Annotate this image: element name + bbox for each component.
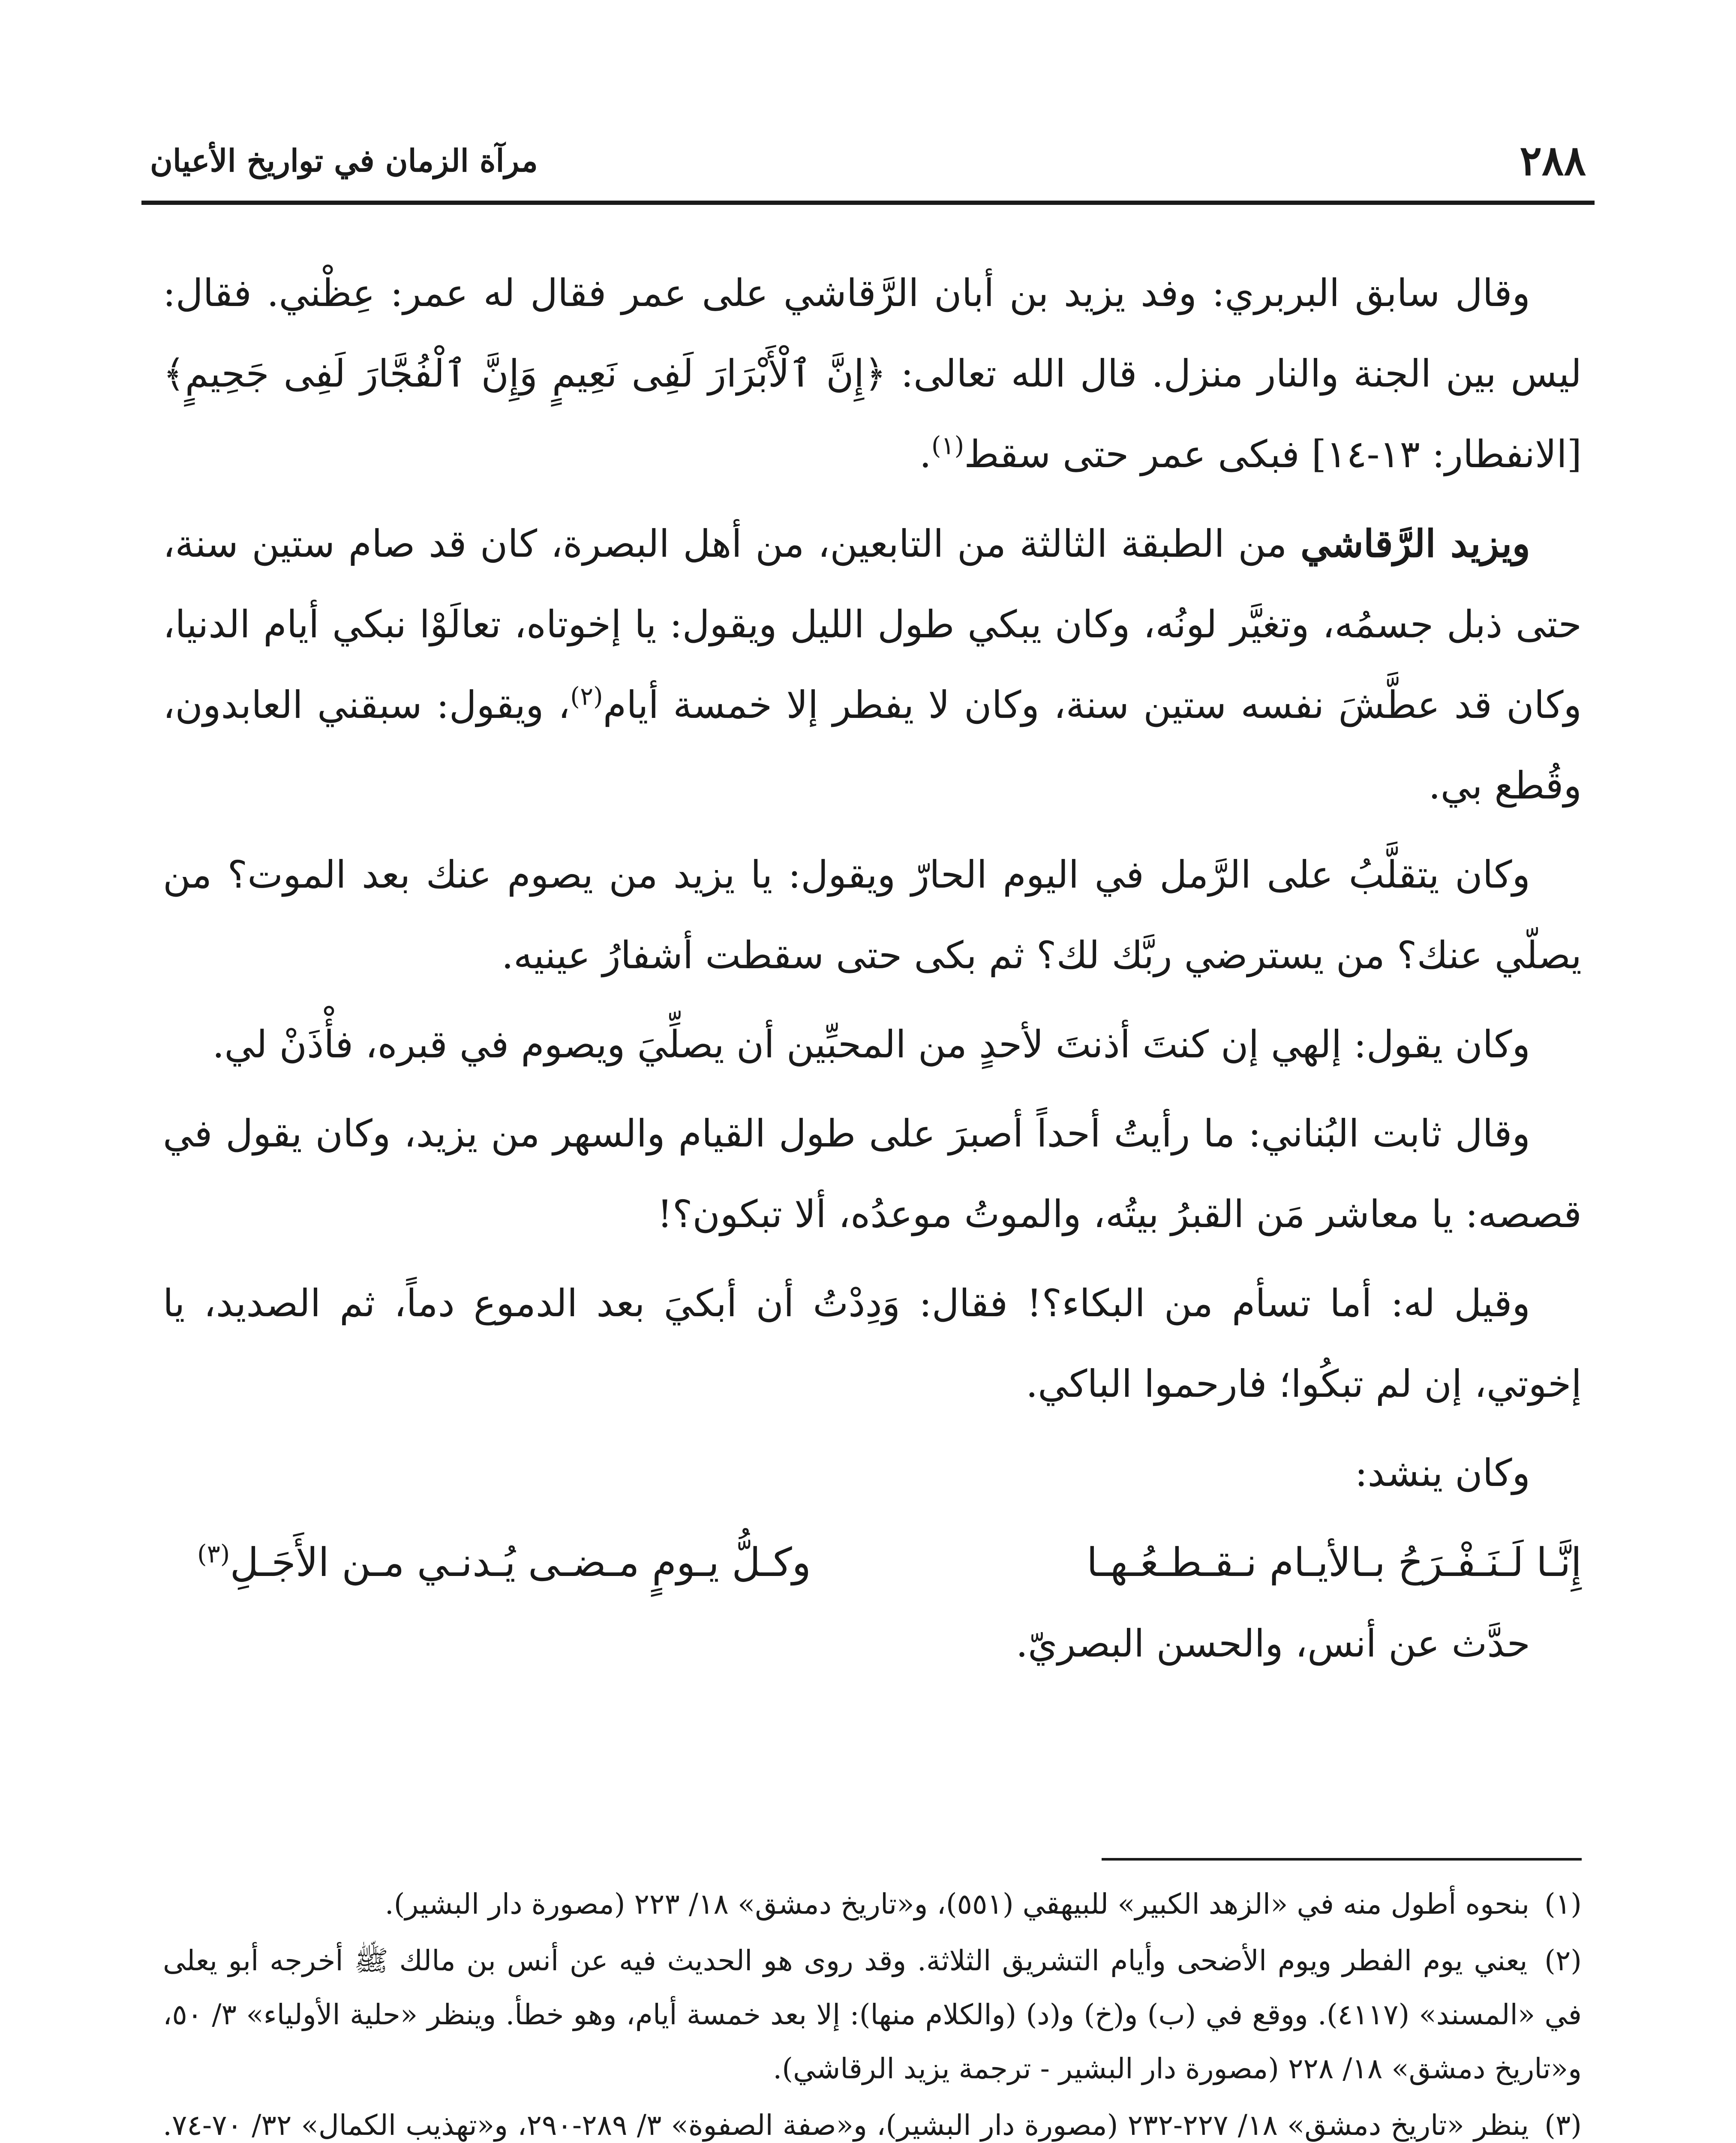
page-number: ٢٨٨ [1520, 136, 1586, 185]
footnote [163, 1877, 1582, 1931]
footnote-ref: (١) [931, 431, 964, 460]
paragraph-text: وقال سابق البربري: وفد يزيد بن أبان الرَّقاشي على عمر فقال له عمر: عِظْني. فقال: ليس بين الجنة والنار منزل. قال الله تعالى: ﴿إِنَّ ٱلْأَبْرَارَ لَفِى نَعِيمٍ وَإِنَّ ٱلْفُجَّارَ لَفِى جَحِيمٍ﴾ [الانفطار: ١٣-١٤] فبكى عمر حتى سقط [163, 271, 1582, 476]
paragraph: وكان ينشد: [1355, 1451, 1530, 1495]
paragraph [163, 253, 1582, 495]
footnote-number: (٢) [1544, 1944, 1582, 1977]
running-head [141, 129, 1595, 193]
verse-second-hemistich [197, 1522, 811, 1603]
footnote-text: ينظر «تاريخ دمشق» ١٨/ ٢٢٧-٢٣٢ (مصورة دار البشير)، و«صفة الصفوة» ٣/ ٢٨٩-٢٩٠، و«تهذيب الكمال» ٣٢/ ٧٠-٧٤. [163, 2109, 1529, 2142]
footnote-separator [1102, 1858, 1582, 1861]
main-text [163, 253, 1582, 1693]
footnote [163, 1934, 1582, 2096]
paragraph: وقال ثابت البُناني: ما رأيتُ أحداً أصبرَ على طول القيام والسهر من يزيد، وكان يقول في قصصه: يا معاشر مَن القبرُ بيتُه، والموتُ موعدُه، ألا تبكون؟! [163, 1111, 1582, 1236]
footnote-text: يعني يوم الفطر ويوم الأضحى وأيام التشريق الثلاثة. وقد روى هو الحديث فيه عن أنس بن مالك ﷺ أخرجه أبو يعلى في «المسند» (٤١١٧). ووقع في (ب) و(خ) و(د) (والكلام منها): إلا بعد خمسة أيام، وهو خطأ. وينظر «حلية الأولياء» ٣/ ٥٠، و«تاريخ دمشق» ١٨/ ٢٢٨ (مصورة دار البشير - ترجمة يزيد الرقاشي). [163, 1944, 1582, 2085]
footnote-text: بنحوه أطول منه في «الزهد الكبير» للبيهقي (٥٥١)، و«تاريخ دمشق» ١٨/ ٢٢٣ (مصورة دار البشير). [384, 1888, 1530, 1921]
footnote-number: (٣) [1544, 2109, 1582, 2142]
footnote-ref: (٢) [570, 681, 603, 711]
paragraph-text: من الطبقة الثالثة من التابعين، من أهل البصرة، كان قد صام ستين سنة، حتى ذبل جسمُه، وتغيَّر لونُه، وكان يبكي طول الليل ويقول: يا إخوتاه، تعالَوْا نبكي أيام الدنيا، وكان قد عطَّشَ نفسه ستين سنة، وكان لا يفطر إلا خمسة أيام [163, 522, 1582, 727]
paragraph [163, 503, 1582, 826]
footnote [163, 2098, 1582, 2143]
paragraph-lead: ويزيد الرَّقاشي [1300, 521, 1531, 566]
paragraph: وكان يقول: إلهي إن كنتَ أذنتَ لأحدٍ من المحبِّين أن يصلِّيَ ويصوم في قبره، فأْذَنْ لي. [212, 1022, 1530, 1066]
verse-first-hemistich: إِنَّـا لَـنَـفْـرَحُ بـالأيـام نـقـطـعُـهـا [1086, 1540, 1582, 1585]
poem-verse [163, 1522, 1582, 1603]
paragraph-text: ، ويقول: سبقني العابدون، وقُطع بي. [163, 683, 1582, 807]
footnote-number: (١) [1544, 1888, 1582, 1921]
paragraph-text: . [919, 432, 931, 476]
running-title: مرآة الزمان في تواريخ الأعيان [150, 142, 538, 179]
paragraph: حدَّث عن أنس، والحسن البصريّ. [1016, 1621, 1530, 1666]
verse-second-text: وكـلُّ يـومٍ مـضـى يُـدنـي مـن الأَجَـلِ [230, 1540, 811, 1585]
footnotes [163, 1877, 1582, 2143]
header-rule [141, 201, 1595, 205]
paragraph: وكان يتقلَّبُ على الرَّمل في اليوم الحارّ ويقول: يا يزيد من يصوم عنك بعد الموت؟ من يصلّي عنك؟ من يسترضي ربَّك لك؟ ثم بكى حتى سقطت أشفارُ عينيه. [163, 852, 1582, 977]
paragraph: وقيل له: أما تسأم من البكاء؟! فقال: وَدِدْتُ أن أبكيَ بعد الدموع دماً، ثم الصديد، يا إخوتي، إن لم تبكُوا؛ فارحموا الباكي. [163, 1281, 1582, 1406]
footnote-ref: (٣) [197, 1539, 230, 1569]
